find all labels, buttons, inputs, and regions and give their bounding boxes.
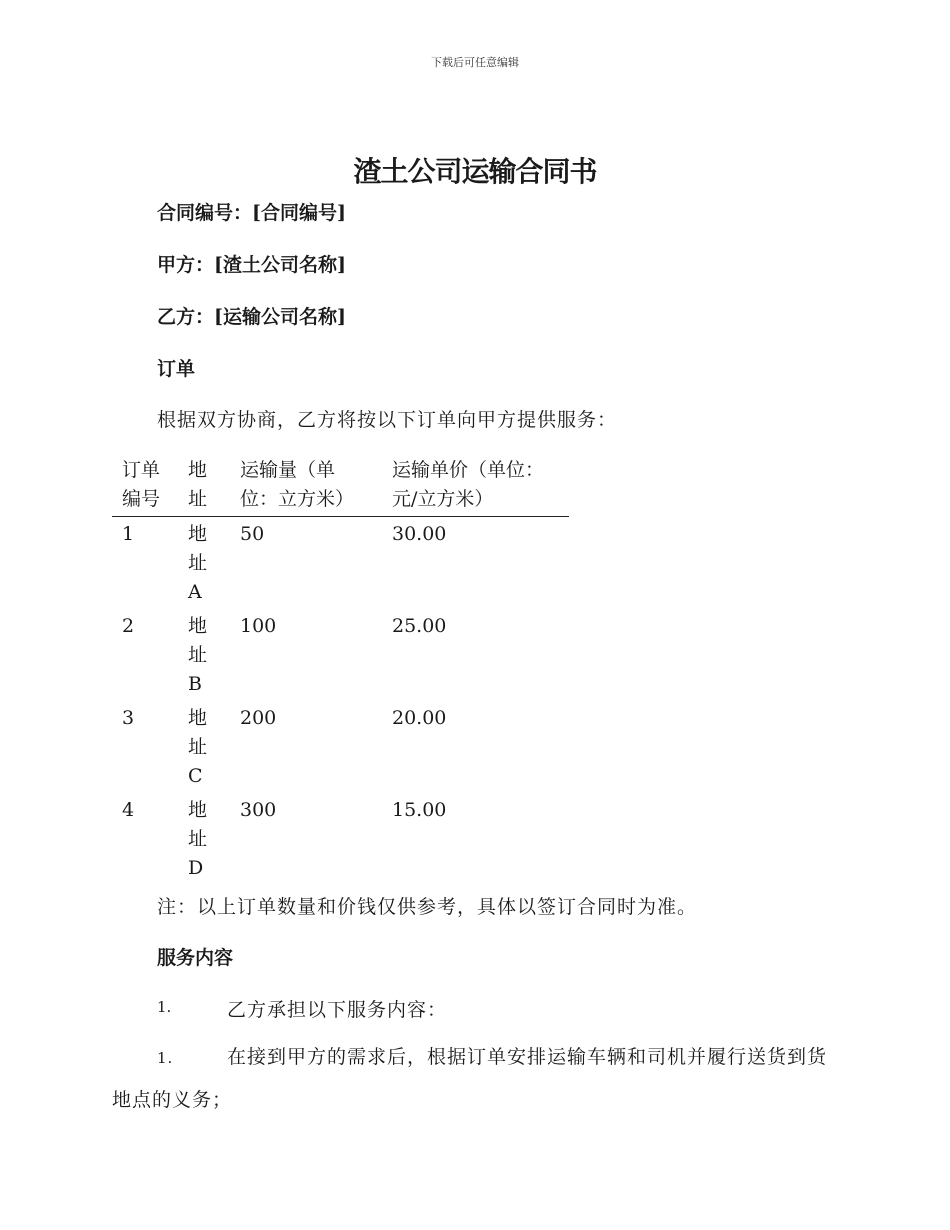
list-item-text: 乙方承担以下服务内容： [227, 999, 448, 1021]
table-cell: 4 [122, 799, 135, 821]
table-cell: 20.00 [392, 707, 447, 729]
table-cell: 15.00 [392, 799, 447, 821]
order-heading: 订单 [157, 358, 196, 380]
table-row [112, 609, 569, 701]
table-cell: 100 [240, 615, 277, 637]
party-b: 乙方：[运输公司名称] [157, 306, 346, 328]
contract-number: 合同编号：[合同编号] [157, 202, 346, 224]
table-cell: 200 [240, 707, 277, 729]
document-title: 渣土公司运输合同书 [353, 155, 597, 188]
order-intro: 根据双方协商，乙方将按以下订单向甲方提供服务： [157, 409, 618, 431]
table-row [112, 517, 569, 610]
table-cell: 地址C [188, 707, 208, 787]
service-heading: 服务内容 [157, 947, 234, 969]
table-cell: 50 [240, 523, 265, 545]
table-note: 注：以上订单数量和价钱仅供参考，具体以签订合同时为准。 [157, 896, 698, 918]
table-cell: 25.00 [392, 615, 447, 637]
list-item [112, 1036, 837, 1121]
table-cell: 300 [240, 799, 277, 821]
table-cell: 地址D [188, 799, 208, 879]
table-header-cell: 地址 [178, 456, 230, 517]
list-number: 1. [157, 998, 172, 1016]
table-cell: 3 [122, 707, 135, 729]
table-header-cell: 运输单价（单位：元/立方米） [382, 456, 569, 517]
table-cell: 1 [122, 523, 135, 545]
table-header-cell: 运输量（单位：立方米） [230, 456, 382, 517]
table-cell: 地址B [188, 615, 208, 695]
table-header-cell: 订单编号 [112, 456, 178, 517]
table-cell: 30.00 [392, 523, 447, 545]
table-cell: 地址A [188, 523, 208, 603]
table-row [112, 793, 569, 885]
list-item-text: 在接到甲方的需求后，根据订单安排运输车辆和司机并履行送货到货地点的义务； [112, 1046, 828, 1111]
table-cell: 2 [122, 615, 135, 637]
order-table [112, 456, 569, 885]
header-note: 下载后可任意编辑 [431, 56, 519, 69]
party-a: 甲方：[渣土公司名称] [157, 254, 346, 276]
table-header-row [112, 456, 569, 517]
list-number: 1. [157, 1049, 174, 1067]
table-row [112, 701, 569, 793]
